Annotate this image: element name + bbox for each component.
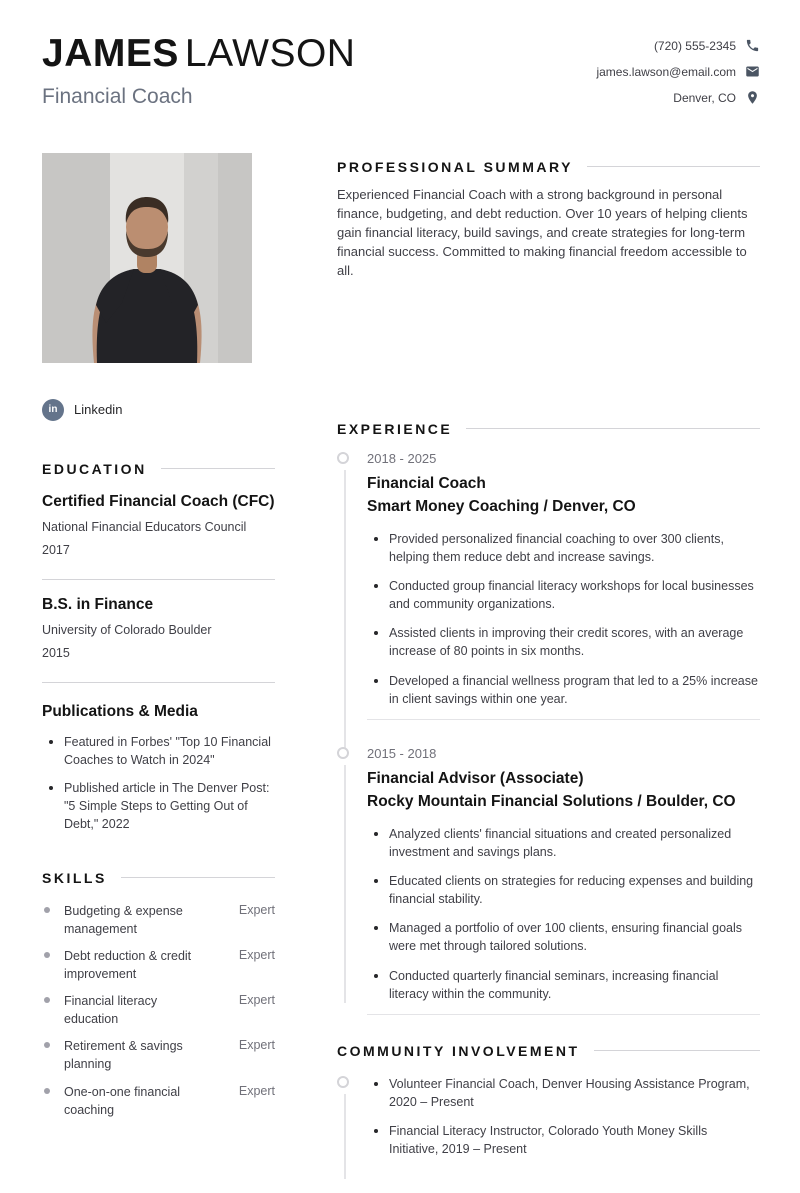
publication-item: Featured in Forbes' "Top 10 Financial Coaches to Watch in 2024": [42, 733, 275, 769]
contact-block: [596, 34, 760, 105]
heading-rule: [587, 166, 760, 167]
divider: [367, 719, 760, 720]
job-bullet: Conducted quarterly financial seminars, increasing financial literacy within the community.: [367, 967, 760, 1003]
first-name: JAMES: [42, 32, 179, 75]
skill-name: Financial literacy education: [64, 994, 158, 1027]
heading-rule: [121, 877, 275, 878]
skills-heading: SKILLS: [42, 869, 107, 886]
experience-section: [337, 421, 760, 1015]
contact-email[interactable]: [596, 64, 760, 79]
summary-heading: PROFESSIONAL SUMMARY: [337, 158, 573, 175]
timeline-circle: [337, 747, 349, 759]
linkedin-icon: in: [42, 399, 64, 421]
experience-entry: [337, 451, 760, 708]
education-item: [42, 580, 275, 682]
full-name: [42, 34, 355, 75]
education-section: [42, 461, 275, 834]
left-column: [42, 153, 275, 1193]
bullet-dot: [44, 952, 50, 958]
job-bullet: Assisted clients in improving their credit scores, with an average increase of 80 points in six months.: [367, 624, 760, 660]
skill-level: Expert: [238, 1038, 275, 1053]
job-company: Rocky Mountain Financial Solutions / Boulder, CO: [367, 792, 736, 810]
degree-name: Certified Financial Coach (CFC): [42, 492, 275, 510]
bullet-dot: [44, 997, 50, 1003]
contact-location[interactable]: [596, 90, 760, 105]
job-title-text: Financial Coach: [367, 474, 486, 492]
school-name: University of Colorado Boulder: [42, 622, 212, 637]
job-bullet: Analyzed clients' financial situations and created personalized investment and savings plans.: [367, 825, 760, 861]
location-text: Denver, CO: [673, 90, 736, 105]
skill-row: [42, 992, 275, 1028]
job-bullet: Provided personalized financial coaching to over 300 clients, helping them reduce debt and increase savings.: [367, 530, 760, 566]
community-section: [337, 1043, 760, 1193]
location-pin-icon: [745, 90, 760, 105]
degree-name: B.S. in Finance: [42, 595, 154, 613]
timeline-rail: [344, 470, 346, 748]
community-entry: [337, 1075, 760, 1193]
skill-row: [42, 1083, 275, 1119]
heading-rule: [466, 428, 760, 429]
linkedin-label: Linkedin: [74, 402, 123, 418]
job-bullet: Conducted group financial literacy workshops for local businesses and community organizations.: [367, 577, 760, 613]
job-dates: 2015 - 2018: [367, 745, 437, 761]
email-address: james.lawson@email.com: [596, 64, 736, 79]
bullet-dot: [44, 1042, 50, 1048]
job-bullet: Managed a portfolio of over 100 clients, ensuring financial goals were met through tailored solutions.: [367, 919, 760, 955]
timeline-rail: [344, 1094, 346, 1179]
skill-row: [42, 947, 275, 983]
timeline-rail: [344, 765, 346, 1003]
right-column: [337, 153, 760, 1193]
community-bullet: Financial Literacy Instructor, Colorado Youth Money Skills Initiative, 2019 – Present: [367, 1122, 760, 1158]
skill-name: Budgeting & expense management: [64, 903, 183, 936]
publications-subsection: [42, 683, 275, 834]
heading-rule: [594, 1050, 760, 1051]
bullet-dot: [44, 1088, 50, 1094]
skill-name: Retirement & savings planning: [64, 1039, 183, 1072]
summary-section: [337, 159, 760, 281]
job-bullet: Developed a financial wellness program that led to a 25% increase in client savings within one year.: [367, 672, 760, 708]
skill-level: Expert: [238, 902, 275, 917]
bullet-dot: [44, 907, 50, 913]
contact-phone[interactable]: [596, 38, 760, 53]
education-item: [42, 477, 275, 579]
email-icon: [745, 64, 760, 79]
publication-item: Published article in The Denver Post: "5 Simple Steps to Getting Out of Debt," 2022: [42, 779, 275, 833]
name-block: [42, 34, 355, 109]
experience-heading: EXPERIENCE: [337, 420, 453, 437]
experience-entry: [337, 746, 760, 1003]
linkedin-link[interactable]: [42, 399, 275, 421]
education-heading: EDUCATION: [42, 460, 147, 477]
timeline-circle: [337, 452, 349, 464]
skills-section: [42, 870, 275, 1119]
profile-photo-illustration: [42, 153, 252, 363]
job-dates: 2018 - 2025: [367, 450, 437, 466]
heading-rule: [161, 468, 275, 469]
header: [42, 34, 760, 109]
job-title-text: Financial Advisor (Associate): [367, 769, 584, 787]
skill-level: Expert: [238, 947, 275, 962]
job-company: Smart Money Coaching / Denver, CO: [367, 497, 636, 515]
community-bullet: Volunteer Financial Coach, Denver Housing Assistance Program, 2020 – Present: [367, 1075, 760, 1111]
publications-heading: Publications & Media: [42, 702, 198, 720]
school-name: National Financial Educators Council: [42, 519, 247, 534]
job-title: Financial Coach: [42, 84, 193, 108]
graduation-year: 2017: [42, 542, 70, 557]
skill-level: Expert: [238, 993, 275, 1008]
phone-icon: [745, 38, 760, 53]
divider: [367, 1014, 760, 1015]
graduation-year: 2015: [42, 645, 70, 660]
skill-name: Debt reduction & credit improvement: [64, 948, 192, 981]
profile-photo: [42, 153, 252, 363]
summary-text: Experienced Financial Coach with a strong background in personal finance, budgeting, and debt reduction. Over 10 years of helping clients gain financial literacy, build savings, and create strategies for long-term financial success. Committed to making financial freedom accessible to all.: [337, 186, 748, 278]
skill-level: Expert: [238, 1083, 275, 1098]
job-bullet: Educated clients on strategies for reducing expenses and building financial stability.: [367, 872, 760, 908]
skill-name: One-on-one financial coaching: [64, 1084, 181, 1117]
skill-row: [42, 902, 275, 938]
community-heading: COMMUNITY INVOLVEMENT: [337, 1042, 580, 1059]
phone-number: (720) 555-2345: [653, 38, 736, 53]
last-name: LAWSON: [184, 32, 356, 75]
skill-row: [42, 1037, 275, 1073]
timeline-circle: [337, 1076, 349, 1088]
